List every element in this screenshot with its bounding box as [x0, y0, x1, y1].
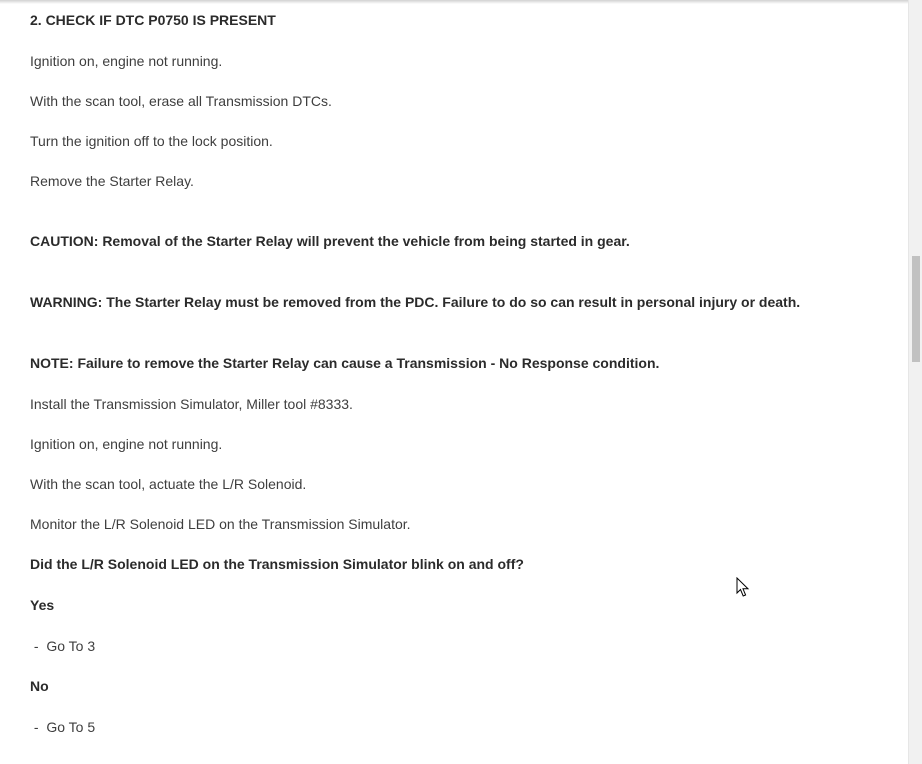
step-text: Ignition on, engine not running.	[30, 436, 223, 452]
step-text: Remove the Starter Relay.	[30, 173, 194, 189]
answer-yes-label: Yes	[30, 597, 55, 613]
answer-no-label: No	[30, 678, 49, 694]
note-text: NOTE: Failure to remove the Starter Relay can cause a Transmission - No Response condition.	[30, 355, 660, 371]
goto-step-5-link[interactable]: - Go To 5	[30, 719, 96, 735]
vertical-scrollbar[interactable]	[908, 0, 922, 764]
step-text: Turn the ignition off to the lock position.	[30, 133, 273, 149]
warning-text: WARNING: The Starter Relay must be removed from the PDC. Failure to do so can result in personal injury or death.	[30, 294, 801, 310]
step-text: Monitor the L/R Solenoid LED on the Transmission Simulator.	[30, 516, 411, 532]
goto-step-3-link[interactable]: - Go To 3	[30, 638, 96, 654]
question-text: Did the L/R Solenoid LED on the Transmission Simulator blink on and off?	[30, 556, 524, 572]
scrollbar-thumb[interactable]	[912, 256, 920, 362]
step-text: Ignition on, engine not running.	[30, 53, 223, 69]
mouse-pointer-icon	[736, 577, 750, 598]
step-heading: 2. CHECK IF DTC P0750 IS PRESENT	[30, 12, 276, 28]
caution-text: CAUTION: Removal of the Starter Relay will prevent the vehicle from being started in gear.	[30, 233, 630, 249]
step-text: Install the Transmission Simulator, Miller tool #8333.	[30, 396, 353, 412]
step-text: With the scan tool, actuate the L/R Solenoid.	[30, 476, 307, 492]
step-text: With the scan tool, erase all Transmission DTCs.	[30, 93, 332, 109]
